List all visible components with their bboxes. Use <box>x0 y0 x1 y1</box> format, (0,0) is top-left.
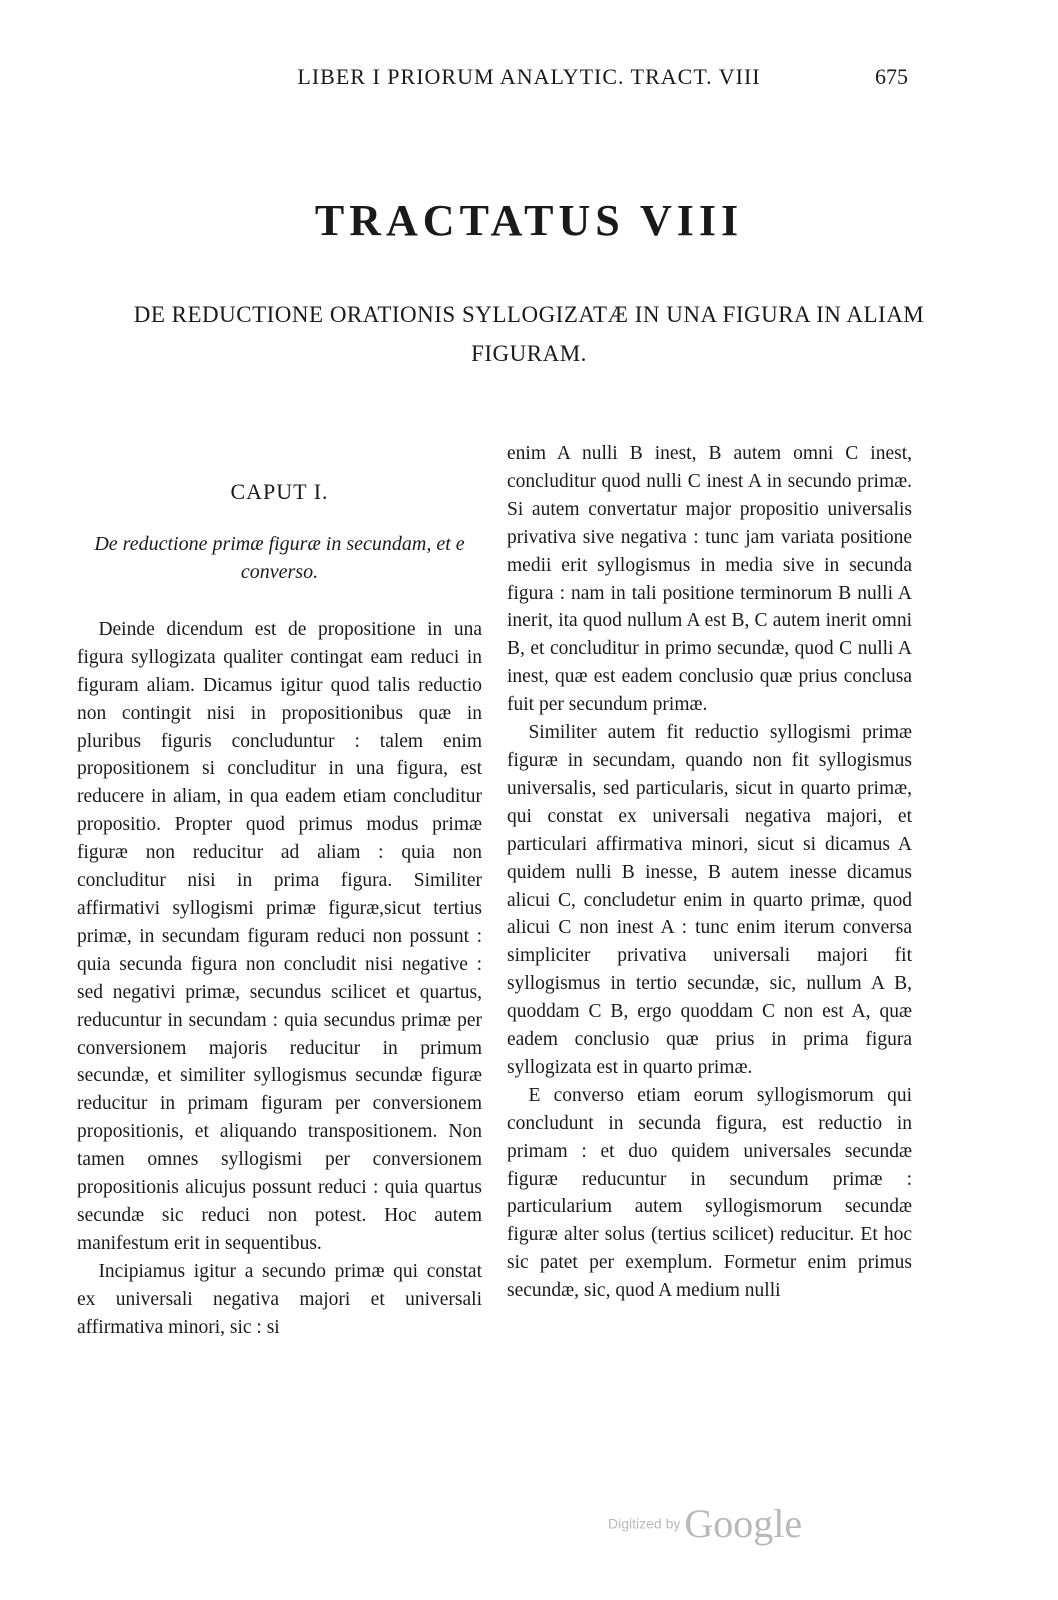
left-column <box>77 440 482 1341</box>
paragraph: E converso etiam eorum syllogismorum qui concludunt in secunda figura, est reductio in primam : et duo quidem universales secundæ figuræ reducuntur in secundum primæ : particularium autem syllogismorum secundæ figuræ alter solus (tertius scilicet) reducitur. Et hoc sic patet per exemplum. Formetur enim primus secundæ, sic, quod A medium nulli <box>507 1084 912 1302</box>
paragraph: Deinde dicendum est de propositione in una figura syllogizata qualiter contingat eam reduci in figuram aliam. Dicamus igitur quod talis reductio non contingit nisi in propositionibus quæ in pluribus figuris concluduntur : talem enim propositionem si concluditur in una figura, est reducere in aliam, in qua eadem etiam concluditur propositio. Propter quod primus modus primæ figuræ non reducitur ad aliam : quia non concluditur nisi in prima figura. Similiter affirmativi syllogismi primæ figuræ,sicut tertius primæ, in secundam figuram reduci non possunt : quia secunda figura non concludit nisi negative : sed negativi primæ, secundus scilicet et quartus, reducuntur in secundam : quia secundus primæ per conversionem majoris reducitur in primum secundæ, et similiter syllogismus secundæ figuræ reducitur in primam figuram per conversionem propositionis, et aliquando transpositionem. Non tamen omnes syllogismi per conversionem propositionis alicujus possunt reduci : quia quartus secundæ sic reduci non potest. Hoc autem manifestum erit in sequentibus. <box>77 618 482 1254</box>
tract-title: TRACTATUS VIII <box>314 196 744 245</box>
running-title: LIBER I PRIORUM ANALYTIC. TRACT. VIII <box>297 64 761 89</box>
page-number: 675 <box>875 64 908 89</box>
paragraph: Incipiamus igitur a secundo primæ qui constat ex universali negativa majori et universali affirmativa minori, sic : si <box>77 1260 482 1338</box>
digitization-watermark <box>608 1500 802 1550</box>
paragraph: Similiter autem fit reductio syllogismi primæ figuræ in secundam, quando non fit syllogismus universalis, sed particularis, sicut in quarto primæ, qui constat ex universali negativa majori, et particulari affirmativa minori, sicut si dicamus A quidem nulli B inesse, B autem inesse dicamus alicui C, concludetur enim in quarto primæ, quod alicui C non inest A : tunc enim iterum conversa simpliciter privativa universali majori fit syllogismus in tertio secundæ, sic, nullum A B, quoddam C B, ergo quoddam C non est A, quæ eadem conclusio quæ prius in prima figura syllogizata est in quarto primæ. <box>507 722 912 1078</box>
watermark-brand: Google <box>684 1501 803 1546</box>
watermark-prefix: Digitized by <box>608 1515 681 1532</box>
running-head <box>0 64 1058 94</box>
chapter-heading: CAPUT I. <box>230 479 329 504</box>
tract-subtitle: DE REDUCTIONE ORATIONIS SYLLOGIZATÆ IN UNA FIGURA IN ALIAM FIGURAM. <box>133 302 925 366</box>
paragraph: enim A nulli B inest, B autem omni C inest, concluditur quod nulli C inest A in secundo primæ. Si autem convertatur major propositio universalis privativa sive negativa : tunc jam variata positione medii erit syllogismus in media sive in secunda figura : nam in tali positione terminorum B nulli A inerit, ita quod nullum A est B, C autem inerit omni B, et concluditur in primo secundæ, quod C nulli A inest, quæ est eadem conclusio quæ prius conclusa fuit per secundum primæ. <box>507 443 912 716</box>
right-column <box>507 440 912 1305</box>
chapter-subtitle: De reductione primæ figuræ in secundam, et e converso. <box>94 532 465 583</box>
